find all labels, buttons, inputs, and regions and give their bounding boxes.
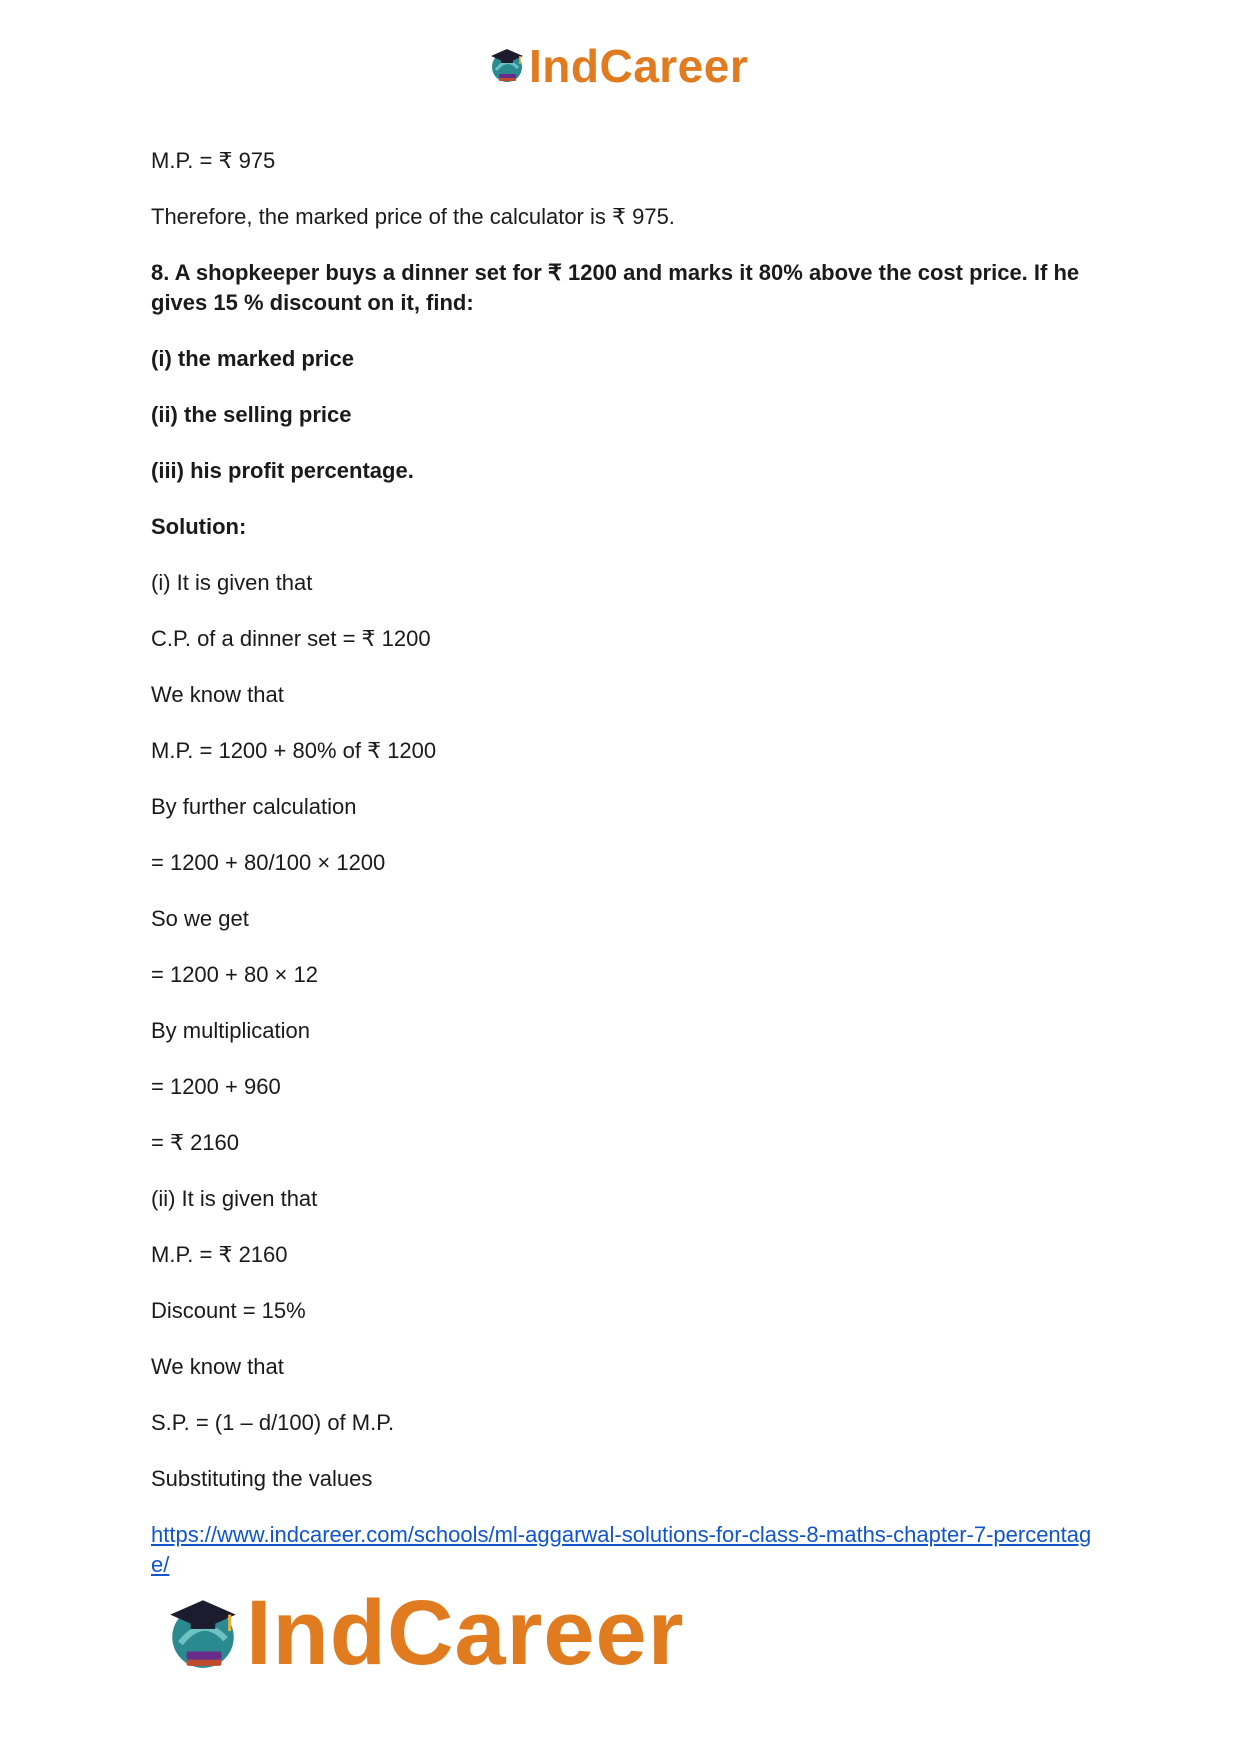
solution-line: M.P. = 1200 + 80% of ₹ 1200 [151, 738, 437, 763]
solution-line: (ii) It is given that [151, 1186, 318, 1211]
header-logo-text: IndCareer [529, 40, 749, 92]
header-logo[interactable] [487, 40, 748, 92]
document-body [151, 146, 1101, 1580]
solution-line: = 1200 + 80/100 × 1200 [151, 850, 386, 875]
question-text: (ii) the selling price [151, 402, 352, 427]
footer-logo-text: IndCareer [246, 1582, 685, 1684]
question-text: (i) the marked price [151, 346, 354, 371]
question-text: Solution: [151, 514, 247, 539]
solution-line: M.P. = ₹ 2160 [151, 1242, 288, 1267]
solution-line: = ₹ 2160 [151, 1130, 240, 1155]
solution-line: = 1200 + 960 [151, 1074, 281, 1099]
solution-line: Substituting the values [151, 1466, 373, 1491]
solution-line: By further calculation [151, 794, 357, 819]
solution-line: S.P. = (1 – d/100) of M.P. [151, 1410, 395, 1435]
question-text: (iii) his profit percentage. [151, 458, 414, 483]
solution-line: = 1200 + 80 × 12 [151, 962, 318, 987]
solution-line: We know that [151, 1354, 284, 1379]
solution-line: Discount = 15% [151, 1298, 306, 1323]
source-link[interactable]: https://www.indcareer.com/schools/ml-aggarwal-solutions-for-class-8-maths-chapter-7-percentage/ [151, 1522, 1092, 1577]
solution-line: (i) It is given that [151, 570, 313, 595]
solution-line: So we get [151, 906, 249, 931]
graduation-cap-globe-icon [162, 1590, 244, 1677]
question-text: 8. A shopkeeper buys a dinner set for ₹ 1200 and marks it 80% above the cost price. If he gives 15 % discount on it, find: [151, 260, 1080, 315]
graduation-cap-globe-icon [487, 44, 527, 89]
solution-line: By multiplication [151, 1018, 310, 1043]
solution-line: C.P. of a dinner set = ₹ 1200 [151, 626, 431, 651]
solution-line: Therefore, the marked price of the calculator is ₹ 975. [151, 204, 675, 229]
solution-line: M.P. = ₹ 975 [151, 148, 276, 173]
footer-logo[interactable] [162, 1582, 685, 1684]
solution-line: We know that [151, 682, 284, 707]
